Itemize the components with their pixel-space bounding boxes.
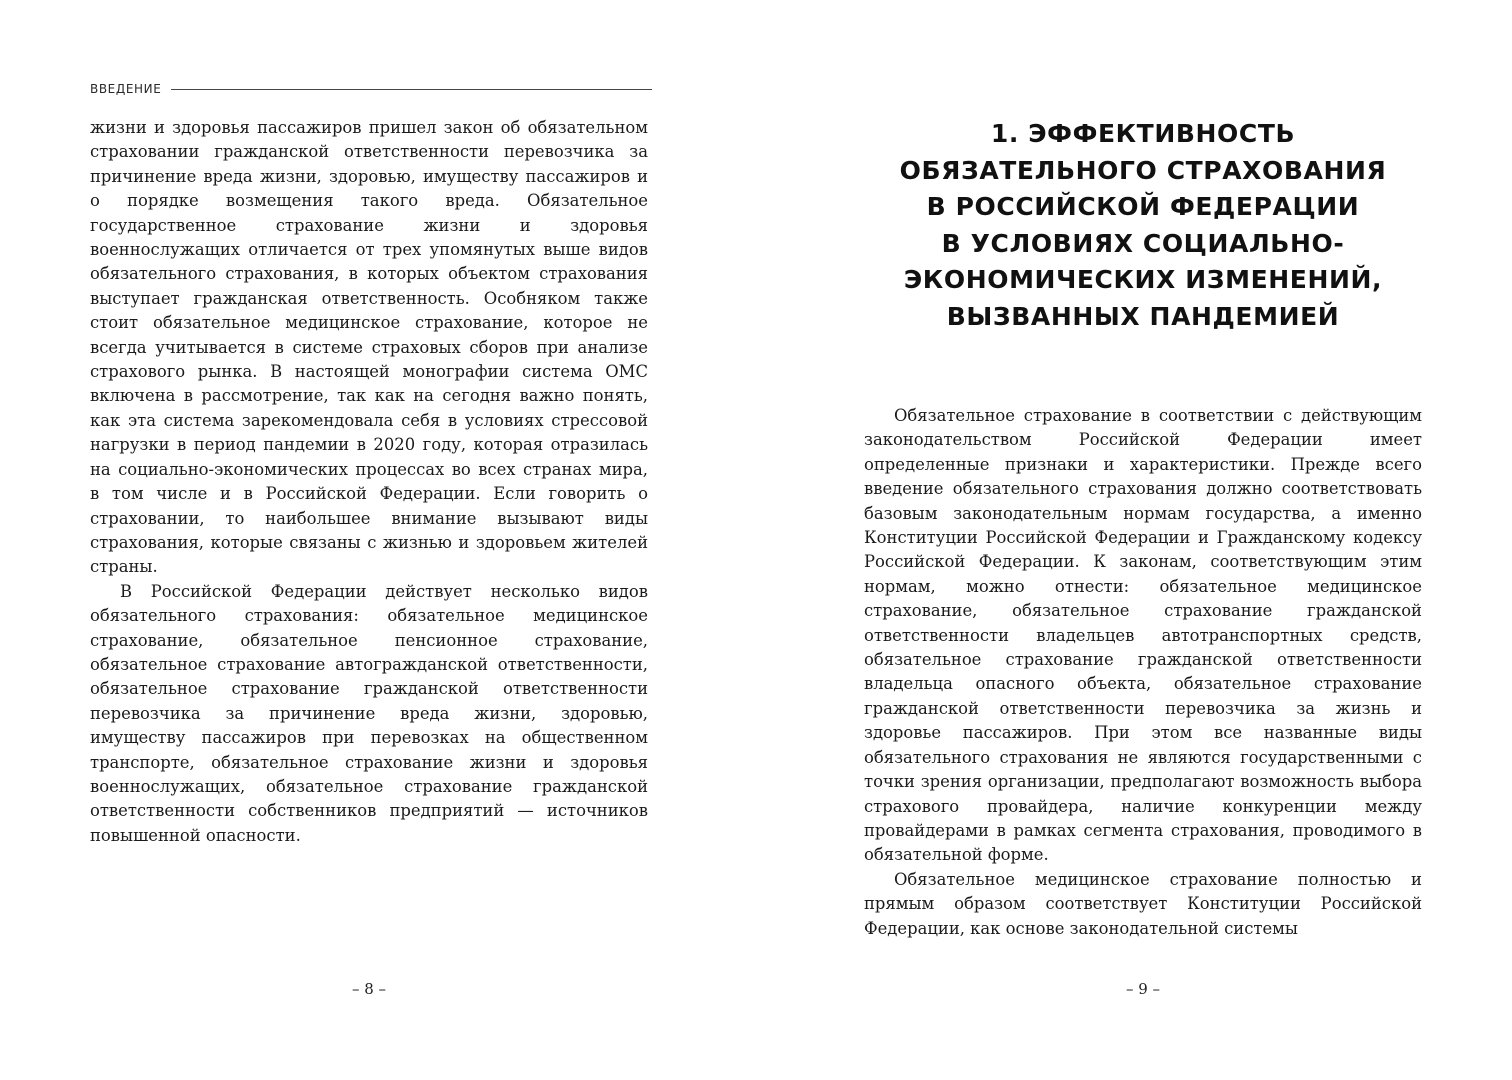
- left-paragraph-2: В Российской Федерации действует несколько видов обязательного страхования: обязательное медицинское страхование, обязательное пенсионное страхование, обязательное страхование автогражданской ответственности, обязательное страхование гражданской ответственности перевозчика за причинение вреда жизни, здоровью, имуществу пассажиров при перевозках на общественном транспорте, обязательное страхование жизни и здоровья военнослужащих, обязательное страхование гражданской ответственности собственников предприятий — источников повышенной опасности.: [90, 581, 648, 845]
- chapter-title-line: 1. ЭФФЕКТИВНОСТЬ: [990, 119, 1296, 148]
- running-head-rule: [171, 89, 652, 90]
- chapter-title-line: ЭКОНОМИЧЕСКИХ ИЗМЕНЕНИЙ,: [903, 265, 1383, 294]
- left-body-text: [90, 116, 648, 848]
- chapter-title-line: ОБЯЗАТЕЛЬНОГО СТРАХОВАНИЯ: [899, 155, 1387, 185]
- right-page: [756, 0, 1512, 1080]
- page-number-left: – 8 –: [351, 980, 387, 998]
- page-number-right: – 9 –: [1125, 980, 1161, 998]
- running-head-title: ВВЕДЕНИЕ: [90, 82, 162, 96]
- chapter-title-line: В РОССИЙСКОЙ ФЕДЕРАЦИИ: [926, 192, 1360, 221]
- chapter-title: [864, 116, 1422, 335]
- right-paragraph-1: Обязательное страхование в соответствии с действующим законодательством Российской Федерации имеет определенные признаки и характеристики. Прежде всего введение обязательного страхования должно соответствовать базовым законодательным нормам государства, а именно Конституции Российской Федерации и Гражданскому кодексу Российской Федерации. К законам, соответствующим этим нормам, можно отнести: обязательное медицинское страхование, обязательное страхование гражданской ответственности владельцев автотранспортных средств, обязательное страхование гражданской ответственности владельца опасного объекта, обязательное страхование гражданской ответственности перевозчика за жизнь и здоровье пассажиров. При этом все названные виды обязательного страхования не являются государственными с точки зрения организации, предполагают возможность выбора страхового провайдера, наличие конкуренции между провайдерами в рамках сегмента страхования, проводимого в обязательной форме.: [864, 406, 1422, 865]
- right-body-text: [864, 404, 1422, 941]
- running-head: [90, 80, 652, 98]
- chapter-title-line: ВЫЗВАННЫХ ПАНДЕМИЕЙ: [946, 301, 1340, 331]
- chapter-title-line: В УСЛОВИЯХ СОЦИАЛЬНО-: [941, 228, 1345, 258]
- right-paragraph-2: Обязательное медицинское страхование полностью и прямым образом соответствует Конституции Российской Федерации, как основе законодательной системы: [864, 869, 1422, 938]
- left-paragraph-1: жизни и здоровья пассажиров пришел закон об обязательном страховании гражданской ответственности перевозчика за причинение вреда жизни, здоровью, имуществу пассажиров и о порядке возмещения такого вреда. Обязательное государственное страхование жизни и здоровья военнослужащих отличается от трех упомянутых выше видов обязательного страхования, в которых объектом страхования выступает гражданская ответственность. Особняком также стоит обязательное медицинское страхование, которое не всегда учитывается в системе страховых сборов при анализе страхового рынка. В настоящей монографии система ОМС включена в рассмотрение, так как на сегодня важно понять, как эта система зарекомендовала себя в условиях стрессовой нагрузки в период пандемии в 2020 году, которая отразилась на социально-экономических процессах во всех странах мира, в том числе и в Российской Федерации. Если говорить о страховании, то наибольшее внимание вызывают виды страхования, которые связаны с жизнью и здоровьем жителей страны.: [90, 118, 648, 577]
